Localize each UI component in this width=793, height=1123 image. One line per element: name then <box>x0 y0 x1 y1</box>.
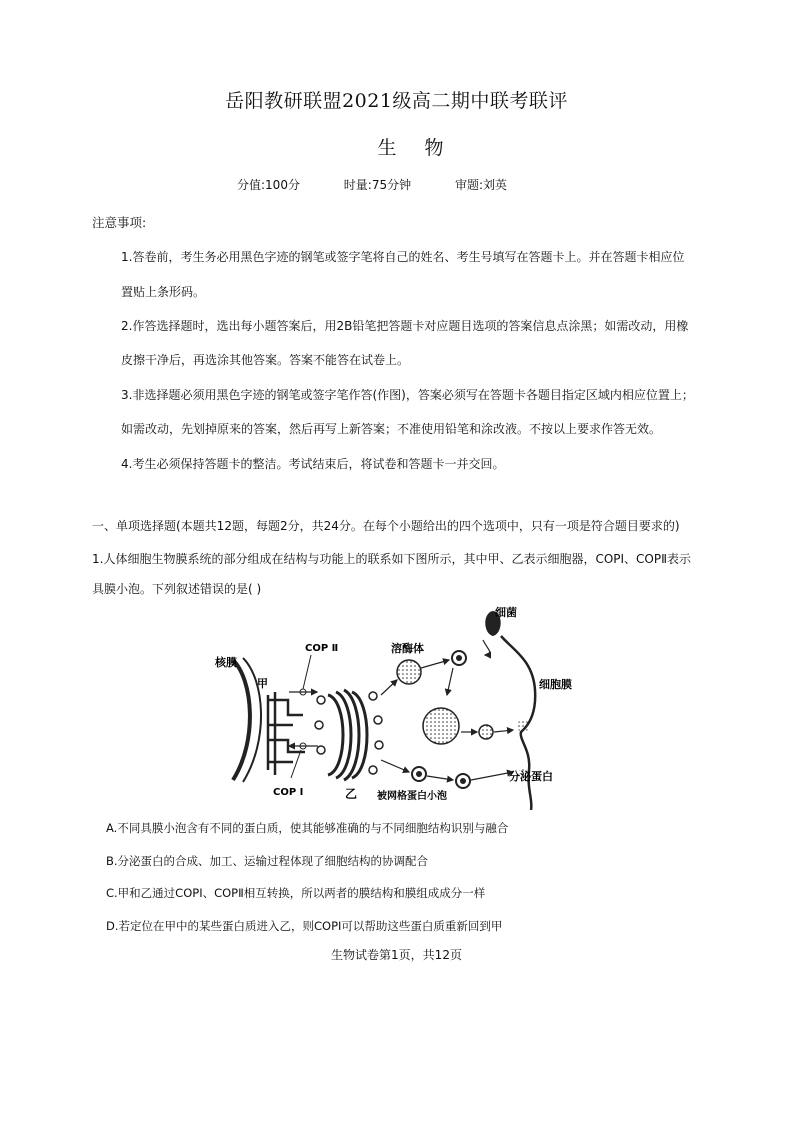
label-copii: COP Ⅱ <box>305 643 339 654</box>
section-title: 一、单项选择题(本题共12题，每题2分，共24分。在每个小题给出的四个选项中，只有一项是符合题目要求的) <box>92 519 680 533</box>
label-lysosome: 溶酶体 <box>391 642 424 655</box>
note-line: 2.作答选择题时，选出每小题答案后，用2B铅笔把答题卡对应题目选项的答案信息点涂黑；如需改动，用橡 <box>121 319 689 333</box>
golgi-yi-shape <box>315 690 383 780</box>
label-secretory-protein: 分泌蛋白 <box>509 770 553 783</box>
lysosome-shape <box>397 660 421 684</box>
label-yi: 乙 <box>345 787 358 801</box>
score-info: 分值:100分 <box>237 178 300 192</box>
option-d: D.若定位在甲中的某些蛋白质进入乙，则COPI可以帮助这些蛋白质重新回到甲 <box>106 919 503 933</box>
label-nuclear-envelope: 核膜 <box>215 656 237 669</box>
option-c: C.甲和乙通过COPⅠ、COPⅡ相互转换，所以两者的膜结构和膜组成成分一样 <box>106 886 486 900</box>
note-line: 皮擦干净后，再选涂其他答案。答案不能答在试卷上。 <box>121 353 410 367</box>
nuclear-envelope-shape <box>233 660 250 780</box>
note-line: 4.考生必须保持答题卡的整洁。考试结束后，将试卷和答题卡一并交回。 <box>121 457 505 471</box>
note-line: 1.答卷前，考生务必用黑色字迹的钢笔或签字笔将自己的姓名、考生号填写在答题卡上。并在答题卡相应位 <box>121 250 685 264</box>
label-coated-vesicle: 被网格蛋白小泡 <box>377 791 447 802</box>
note-line: 如需改动，先划掉原来的答案，然后再写上新答案；不准使用铅笔和涂改液。不按以上要求作答无效。 <box>121 422 662 436</box>
page-footer: 生物试卷第1页，共12页 <box>331 948 462 962</box>
note-line: 置贴上条形码。 <box>121 285 206 299</box>
time-info: 时量:75分钟 <box>343 178 412 192</box>
reviewer-info: 审题:刘英 <box>454 178 507 192</box>
phagolysosome-shape <box>423 708 459 744</box>
option-a: A.不同具膜小泡含有不同的蛋白质，使其能够准确的与不同细胞结构识别与融合 <box>106 821 509 835</box>
label-bacterium: 细菌 <box>495 606 517 619</box>
question-stem: 具膜小泡。下列叙述错误的是( ) <box>92 582 262 596</box>
label-cell-membrane: 细胞膜 <box>539 678 572 691</box>
question-stem: 1.人体细胞生物膜系统的部分组成在结构与功能上的联系如下图所示，其中甲、乙表示细胞器，COPI、COPⅡ表示 <box>92 552 692 566</box>
label-copi: COP Ⅰ <box>273 787 304 798</box>
membrane-system-figure <box>213 600 585 810</box>
notes-heading: 注意事项: <box>92 215 147 230</box>
subject-title: 生物 <box>377 137 472 159</box>
exam-meta <box>237 176 507 193</box>
option-b: B.分泌蛋白的合成、加工、运输过程体现了细胞结构的协调配合 <box>106 854 429 868</box>
label-jia: 甲 <box>257 677 268 690</box>
note-line: 3.非选择题必须用黑色字迹的钢笔或签字笔作答(作图)，答案必须写在答题卡各题目指定区域内相应位置上； <box>121 388 694 402</box>
exam-title: 岳阳教研联盟2021级高二期中联考联评 <box>225 90 568 112</box>
er-jia-shape <box>268 692 305 775</box>
